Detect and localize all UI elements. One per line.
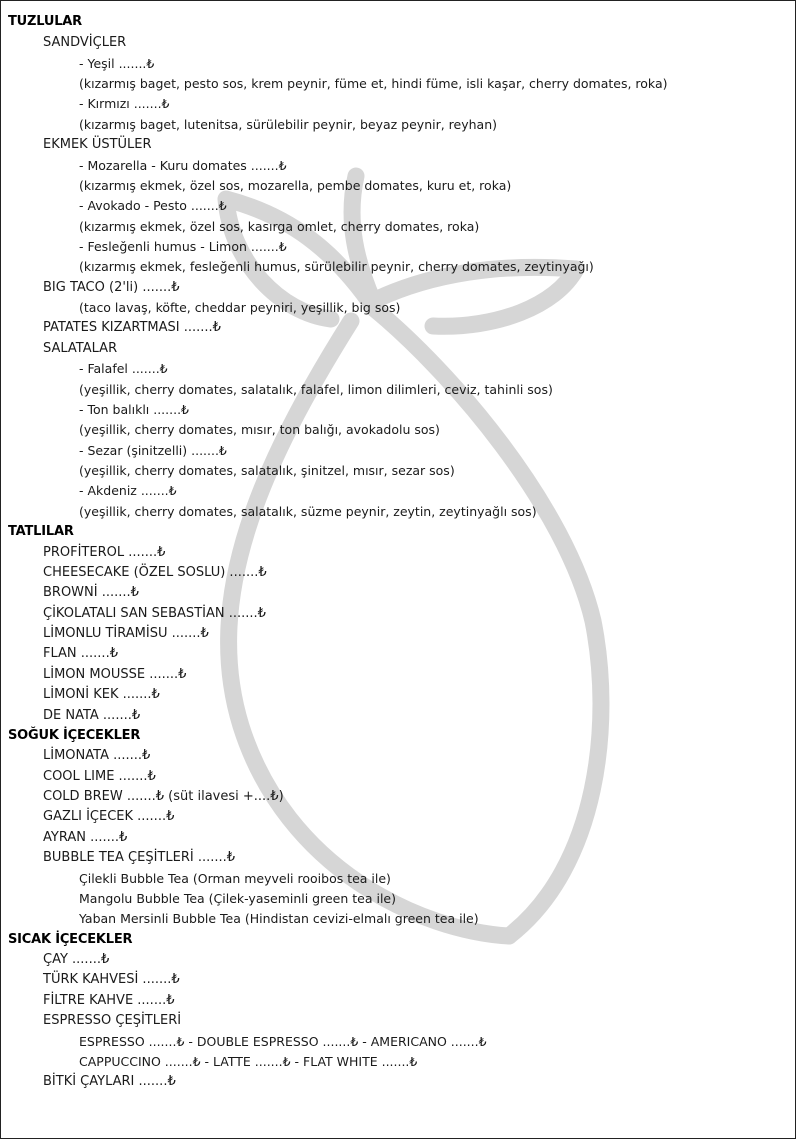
menu-item-desc: (kızarmış baget, lutenitsa, sürülebilir peynir, beyaz peynir, reyhan) xyxy=(79,117,498,132)
menu-item: FİLTRE KAHVE .......₺ xyxy=(43,993,175,1008)
menu-item: TÜRK KAHVESİ .......₺ xyxy=(43,972,180,987)
menu-item: ÇİKOLATALI SAN SEBASTİAN .......₺ xyxy=(43,606,266,621)
menu-item: BROWNİ .......₺ xyxy=(43,585,139,600)
menu-item-desc: (kızarmış ekmek, fesleğenli humus, sürülebilir peynir, cherry domates, zeytinyağı) xyxy=(79,259,594,274)
menu-item: COLD BREW .......₺ (süt ilavesi +....₺) xyxy=(43,789,284,804)
menu-item: CHEESECAKE (ÖZEL SOSLU) .......₺ xyxy=(43,565,267,580)
menu-item-ton: - Ton balıklı .......₺ xyxy=(79,402,190,417)
menu-item-yesil: - Yeşil .......₺ xyxy=(79,56,155,71)
menu-item: BUBBLE TEA ÇEŞİTLERİ .......₺ xyxy=(43,850,236,865)
menu-item-desc: (kızarmış baget, pesto sos, krem peynir, füme et, hindi füme, isli kaşar, cherry domates, roka) xyxy=(79,76,668,91)
espresso-item: ESPRESSO .......₺ - DOUBLE ESPRESSO .......₺ - AMERICANO .......₺ xyxy=(79,1034,487,1049)
menu-item-akdeniz: - Akdeniz .......₺ xyxy=(79,483,177,498)
category-ekmek-ustuler: EKMEK ÜSTÜLER xyxy=(43,137,152,152)
menu-item: DE NATA .......₺ xyxy=(43,708,141,723)
menu-item: FLAN .......₺ xyxy=(43,646,118,661)
menu-item: PROFİTEROL .......₺ xyxy=(43,545,166,560)
bubble-tea-item: Mangolu Bubble Tea (Çilek-yaseminli green tea ile) xyxy=(79,891,396,906)
menu-item-desc: (yeşillik, cherry domates, salatalık, falafel, limon dilimleri, ceviz, tahinli sos) xyxy=(79,382,553,397)
menu-item-patates: PATATES KIZARTMASI .......₺ xyxy=(43,320,221,335)
menu-item: ESPRESSO ÇEŞİTLERİ xyxy=(43,1013,182,1028)
menu-item-desc: (yeşillik, cherry domates, mısır, ton balığı, avokadolu sos) xyxy=(79,422,440,437)
espresso-item: CAPPUCCINO .......₺ - LATTE .......₺ - FLAT WHITE .......₺ xyxy=(79,1054,418,1069)
section-title-soguk-icecekler: SOĞUK İÇECEKLER xyxy=(8,728,141,743)
category-sandvicler: SANDVİÇLER xyxy=(43,35,127,50)
menu-item-desc: (taco lavaş, köfte, cheddar peyniri, yeşillik, big sos) xyxy=(79,300,401,315)
section-title-tuzlular: TUZLULAR xyxy=(8,14,82,29)
menu-item: COOL LIME .......₺ xyxy=(43,769,156,784)
menu-item-mozarella: - Mozarella - Kuru domates .......₺ xyxy=(79,158,287,173)
menu-item-avokado: - Avokado - Pesto .......₺ xyxy=(79,198,227,213)
bubble-tea-item: Çilekli Bubble Tea (Orman meyveli rooibos tea ile) xyxy=(79,871,391,886)
menu-item: LİMONATA .......₺ xyxy=(43,748,151,763)
menu-item-big-taco: BIG TACO (2'li) .......₺ xyxy=(43,280,180,295)
menu-item-kirmizi: - Kırmızı .......₺ xyxy=(79,96,170,111)
bubble-tea-item: Yaban Mersinli Bubble Tea (Hindistan cevizi-elmalı green tea ile) xyxy=(79,911,479,926)
section-title-sicak-icecekler: SICAK İÇECEKLER xyxy=(8,932,133,947)
menu-item: BİTKİ ÇAYLARI .......₺ xyxy=(43,1074,176,1089)
category-salatalar: SALATALAR xyxy=(43,341,118,356)
menu-item: ÇAY .......₺ xyxy=(43,952,110,967)
menu-item: LİMON MOUSSE .......₺ xyxy=(43,667,187,682)
menu-item-desc: (yeşillik, cherry domates, salatalık, şinitzel, mısır, sezar sos) xyxy=(79,463,455,478)
menu-item: LİMONLU TİRAMİSU .......₺ xyxy=(43,626,209,641)
menu-item: GAZLI İÇECEK .......₺ xyxy=(43,809,175,824)
menu-item: LİMONİ KEK .......₺ xyxy=(43,687,160,702)
menu-item-desc: (yeşillik, cherry domates, salatalık, süzme peynir, zeytin, zeytinyağlı sos) xyxy=(79,504,537,519)
section-title-tatlilar: TATLILAR xyxy=(8,524,74,539)
menu-item-falafel: - Falafel .......₺ xyxy=(79,361,168,376)
menu-item: AYRAN .......₺ xyxy=(43,830,128,845)
menu-item-humus: - Fesleğenli humus - Limon .......₺ xyxy=(79,239,287,254)
menu-item-sezar: - Sezar (şinitzelli) .......₺ xyxy=(79,443,227,458)
menu-item-desc: (kızarmış ekmek, özel sos, kasırga omlet, cherry domates, roka) xyxy=(79,219,480,234)
menu-item-desc: (kızarmış ekmek, özel sos, mozarella, pembe domates, kuru et, roka) xyxy=(79,178,512,193)
